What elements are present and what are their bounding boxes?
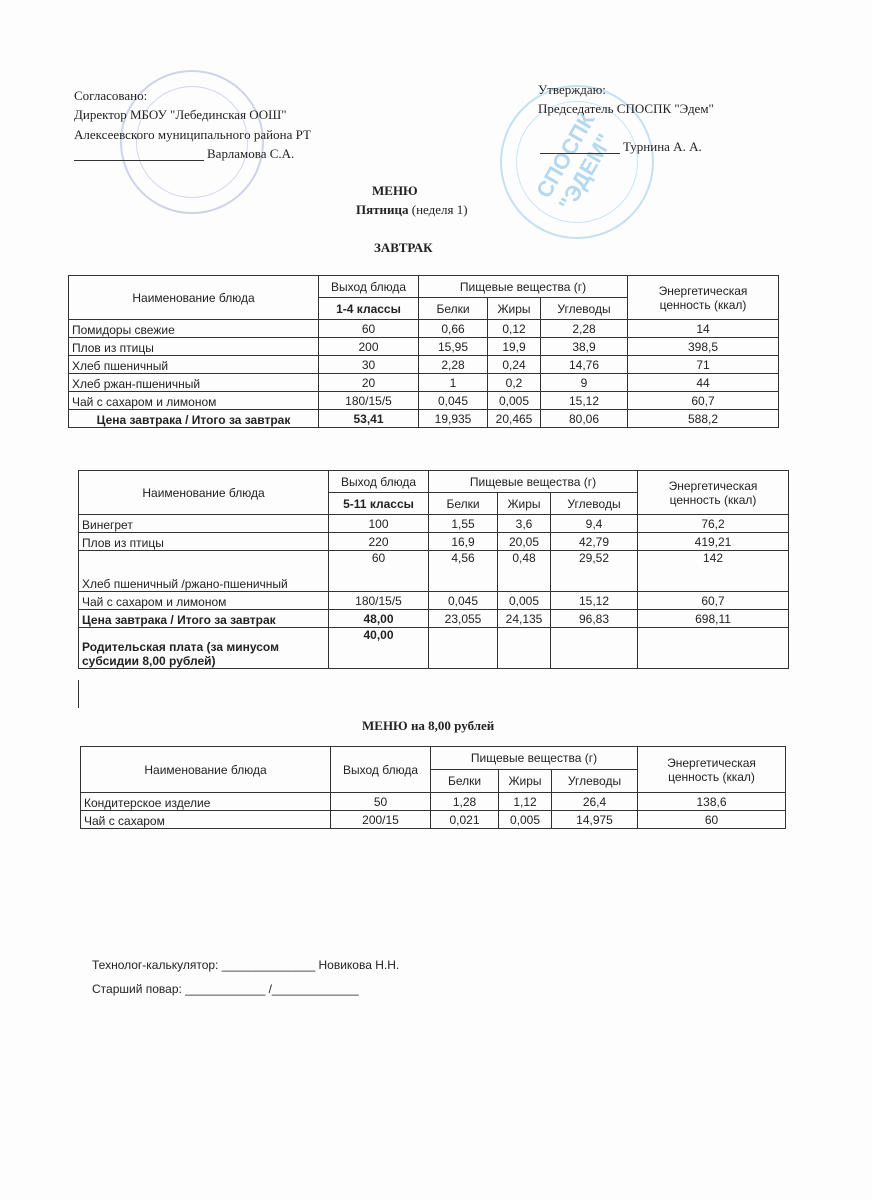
cell-value: 0,045	[429, 592, 498, 610]
table-row	[69, 356, 779, 374]
chairman-name: Турнина А. А.	[623, 139, 702, 154]
col-name: Наименование блюда	[69, 276, 319, 320]
cell-value: 419,21	[638, 533, 789, 551]
col-protein: Белки	[431, 770, 499, 793]
col-name: Наименование блюда	[81, 747, 331, 793]
cell-value: 40,00	[329, 628, 429, 669]
chef-signature: Старший повар: ____________ /_____________	[92, 982, 359, 996]
cell-value: 19,935	[419, 410, 488, 428]
empty-cell	[551, 628, 638, 669]
cell-value: 180/15/5	[329, 592, 429, 610]
dish-name: Помидоры свежие	[69, 320, 319, 338]
cell-value: 96,83	[551, 610, 638, 628]
col-energy: Энергетическая ценность (ккал)	[638, 471, 789, 515]
col-yield: Выход блюда	[329, 471, 429, 493]
cell-value: 0,24	[488, 356, 541, 374]
cell-value: 1	[419, 374, 488, 392]
cell-value: 50	[331, 793, 431, 811]
col-nutrients: Пищевые вещества (г)	[429, 471, 638, 493]
breakfast-table-5-11	[78, 470, 789, 669]
cell-value: 0,48	[498, 551, 551, 592]
cell-value: 0,66	[419, 320, 488, 338]
dish-name: Плов из птицы	[79, 533, 329, 551]
cell-value: 200/15	[331, 811, 431, 829]
menu8-table	[80, 746, 786, 829]
cell-value: 9	[541, 374, 628, 392]
dish-name: Цена завтрака / Итого за завтрак	[79, 610, 329, 628]
col-group: 5-11 классы	[329, 493, 429, 515]
cell-value: 16,9	[429, 533, 498, 551]
district-label: Алексеевского муниципального района РТ	[74, 127, 311, 142]
cell-value: 4,56	[429, 551, 498, 592]
parent-fee-row	[79, 628, 789, 669]
col-energy: Энергетическая ценность (ккал)	[638, 747, 786, 793]
chairman-title: Председатель СПОСПК "Эдем"	[538, 101, 714, 116]
agreed-label: Согласовано:	[74, 88, 148, 103]
cell-value: 1,55	[429, 515, 498, 533]
cell-value: 14	[628, 320, 779, 338]
dish-name: Чай с сахаром	[81, 811, 331, 829]
menu8-title: МЕНЮ на 8,00 рублей	[362, 718, 495, 733]
cell-value: 60,7	[628, 392, 779, 410]
cell-value: 14,76	[541, 356, 628, 374]
col-yield: Выход блюда	[331, 747, 431, 793]
cell-value: 26,4	[552, 793, 638, 811]
cell-value: 48,00	[329, 610, 429, 628]
cell-value: 220	[329, 533, 429, 551]
dish-name: Хлеб пшеничный	[69, 356, 319, 374]
menu-day: Пятница (неделя 1)	[356, 202, 468, 217]
total-row	[79, 610, 789, 628]
cell-value: 138,6	[638, 793, 786, 811]
cell-value: 14,975	[552, 811, 638, 829]
cell-value: 200	[319, 338, 419, 356]
cell-value: 15,12	[551, 592, 638, 610]
cell-value: 20,05	[498, 533, 551, 551]
dish-name: Цена завтрака / Итого за завтрак	[69, 410, 319, 428]
table-row	[69, 374, 779, 392]
col-nutrients: Пищевые вещества (г)	[419, 276, 628, 298]
cell-value: 142	[638, 551, 789, 592]
empty-cell	[429, 628, 498, 669]
total-row	[69, 410, 779, 428]
cell-value: 9,4	[551, 515, 638, 533]
cell-value: 60	[638, 811, 786, 829]
cell-value: 180/15/5	[319, 392, 419, 410]
table-row	[81, 811, 786, 829]
col-carbs: Углеводы	[551, 493, 638, 515]
dish-name: Винегрет	[79, 515, 329, 533]
cell-value: 80,06	[541, 410, 628, 428]
cell-value: 20,465	[488, 410, 541, 428]
col-protein: Белки	[419, 298, 488, 320]
cell-value: 2,28	[419, 356, 488, 374]
dish-name: Хлеб ржан-пшеничный	[69, 374, 319, 392]
cell-value: 3,6	[498, 515, 551, 533]
cell-value: 0,021	[431, 811, 499, 829]
col-carbs: Углеводы	[541, 298, 628, 320]
table-row	[79, 551, 789, 592]
col-protein: Белки	[429, 493, 498, 515]
cell-value: 100	[329, 515, 429, 533]
table-row	[69, 392, 779, 410]
dish-name: Чай с сахаром и лимоном	[79, 592, 329, 610]
cell-value: 53,41	[319, 410, 419, 428]
dish-name: Хлеб пшеничный /ржано-пшеничный	[79, 551, 329, 592]
table-row	[79, 533, 789, 551]
col-fat: Жиры	[498, 493, 551, 515]
director-title: Директор МБОУ "Лебединская ООШ"	[74, 107, 287, 122]
cell-value: 24,135	[498, 610, 551, 628]
empty-cell	[498, 628, 551, 669]
cell-value: 398,5	[628, 338, 779, 356]
dish-name: Родительская плата (за минусом субсидии 8,00 рублей)	[79, 628, 329, 669]
col-yield: Выход блюда	[319, 276, 419, 298]
cell-value: 60,7	[638, 592, 789, 610]
cell-value: 60	[319, 320, 419, 338]
col-fat: Жиры	[488, 298, 541, 320]
col-fat: Жиры	[499, 770, 552, 793]
col-energy: Энергетическая ценность (ккал)	[628, 276, 779, 320]
approve-label: Утверждаю:	[538, 82, 606, 97]
section-title: ЗАВТРАК	[374, 240, 433, 255]
cell-value: 0,2	[488, 374, 541, 392]
cell-value: 0,12	[488, 320, 541, 338]
cell-value: 1,28	[431, 793, 499, 811]
cell-value: 38,9	[541, 338, 628, 356]
cell-value: 23,055	[429, 610, 498, 628]
cell-value: 0,005	[488, 392, 541, 410]
breakfast-table-1-4	[68, 275, 779, 428]
table-row	[79, 515, 789, 533]
cell-value: 698,11	[638, 610, 789, 628]
director-name: Варламова С.А.	[207, 146, 295, 161]
cell-value: 0,005	[499, 811, 552, 829]
cell-value: 19,9	[488, 338, 541, 356]
cell-value: 15,95	[419, 338, 488, 356]
cell-value: 71	[628, 356, 779, 374]
empty-cell	[638, 628, 789, 669]
cell-value: 44	[628, 374, 779, 392]
col-group: 1-4 классы	[319, 298, 419, 320]
cooperative-stamp: СПОСПК "ЭДЕМ"	[500, 85, 654, 239]
cell-value: 15,12	[541, 392, 628, 410]
dish-name: Чай с сахаром и лимоном	[69, 392, 319, 410]
dish-name: Плов из птицы	[69, 338, 319, 356]
cell-value: 0,005	[498, 592, 551, 610]
technologist-signature: Технолог-калькулятор: ______________ Новикова Н.Н.	[92, 958, 400, 972]
table-row	[79, 592, 789, 610]
col-carbs: Углеводы	[552, 770, 638, 793]
cell-value: 42,79	[551, 533, 638, 551]
table-row	[81, 793, 786, 811]
cell-value: 1,12	[499, 793, 552, 811]
cell-value: 76,2	[638, 515, 789, 533]
cell-value: 0,045	[419, 392, 488, 410]
cell-value: 30	[319, 356, 419, 374]
col-name: Наименование блюда	[79, 471, 329, 515]
dish-name: Кондитерское изделие	[81, 793, 331, 811]
menu-title: МЕНЮ	[372, 183, 418, 198]
table-row	[69, 320, 779, 338]
cell-value: 29,52	[551, 551, 638, 592]
cell-value: 20	[319, 374, 419, 392]
cell-value: 60	[329, 551, 429, 592]
col-nutrients: Пищевые вещества (г)	[431, 747, 638, 770]
cell-value: 588,2	[628, 410, 779, 428]
cell-value: 2,28	[541, 320, 628, 338]
table-row	[69, 338, 779, 356]
